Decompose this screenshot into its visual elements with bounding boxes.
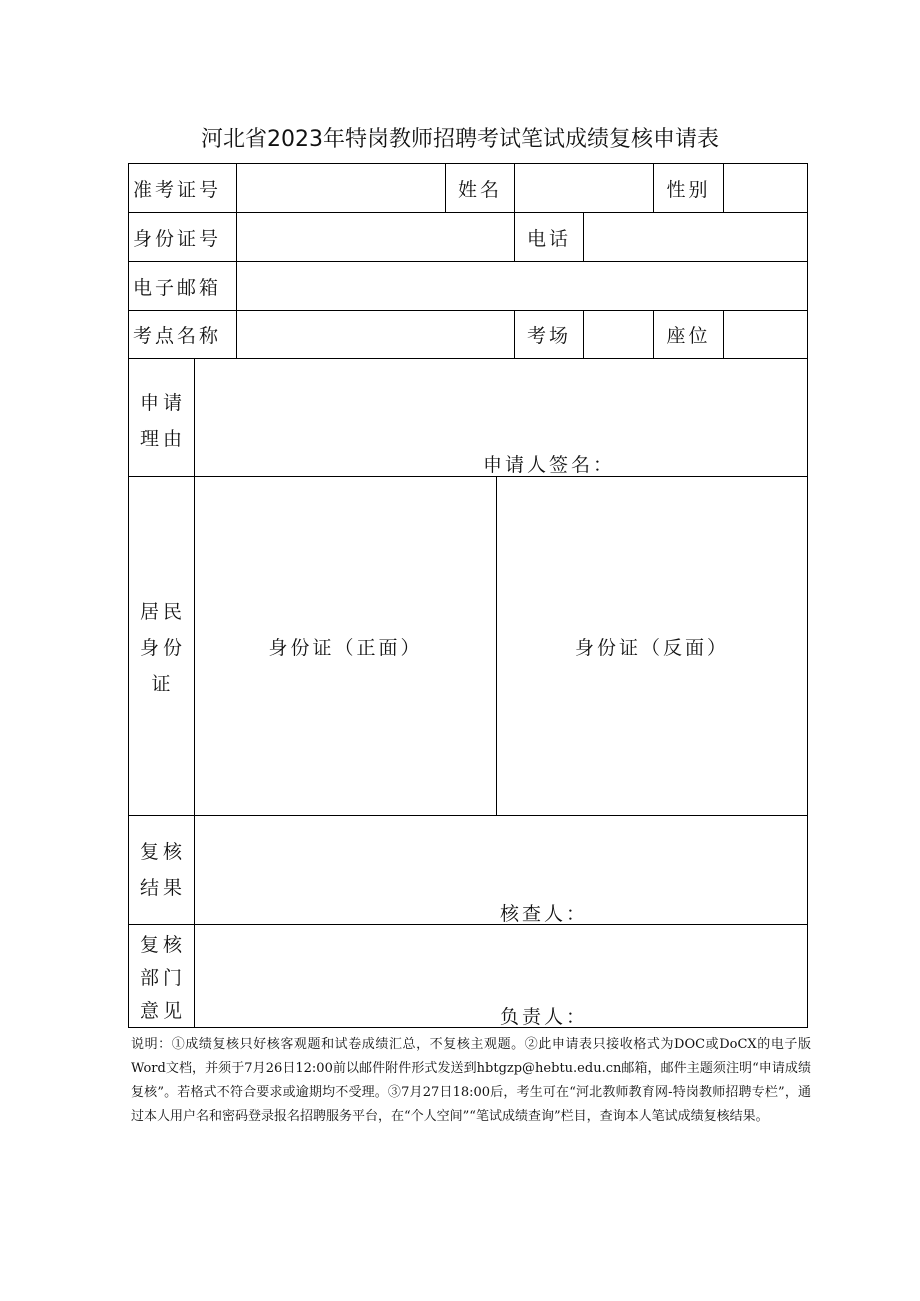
admission-no-label: 准考证号 bbox=[133, 178, 222, 201]
seat-label: 座位 bbox=[666, 325, 711, 347]
admission-no-field[interactable] bbox=[237, 164, 444, 212]
phone-field[interactable] bbox=[584, 213, 807, 261]
exam-site-label: 考点名称 bbox=[133, 325, 222, 347]
dept-opinion-label: 复核部门意见 bbox=[139, 934, 186, 1022]
id-card-label: 居民身份证 bbox=[139, 601, 186, 695]
reason-label: 申请理由 bbox=[139, 392, 186, 450]
responsible-label: 负责人： bbox=[500, 1006, 589, 1028]
name-field[interactable] bbox=[515, 164, 652, 212]
footnote: 说明：①成绩复核只好核客观题和试卷成绩汇总，不复核主观题。②此申请表只接收格式为DOC或DoCX的电子版Word文档，并须于7月26日12:00前以邮件附件形式发送到hbtgzp@hebtu.edu.cn邮箱，邮件主题须注明“申请成绩复核”。若格式不符合要求或逾期均不受理。③7月27日18:00后，考生可在“河北教师教育网-特岗教师招聘专栏”，通过本人用户名和密码登录报名招聘服务平台，在“个人空间”“笔试成绩查询”栏目，查询本人笔试成绩复核结果。 bbox=[131, 1037, 811, 1124]
id-front-label: 身份证（正面） bbox=[268, 636, 423, 659]
checker-label: 核查人： bbox=[500, 903, 589, 925]
gender-field[interactable] bbox=[724, 164, 807, 212]
exam-site-field[interactable] bbox=[237, 311, 513, 358]
phone-label: 电话 bbox=[526, 227, 571, 250]
exam-room-label: 考场 bbox=[526, 325, 571, 347]
email-label: 电子邮箱 bbox=[133, 276, 222, 299]
name-label: 姓名 bbox=[457, 178, 502, 201]
exam-room-field[interactable] bbox=[584, 311, 653, 358]
page-title: 河北省2023年特岗教师招聘考试笔试成绩复核申请表 bbox=[201, 127, 719, 152]
seat-field[interactable] bbox=[724, 311, 807, 358]
applicant-signature-label: 申请人签名： bbox=[483, 454, 616, 476]
email-field[interactable] bbox=[237, 262, 807, 310]
id-back-area[interactable] bbox=[497, 477, 807, 815]
id-front-area[interactable] bbox=[195, 477, 496, 815]
id-no-field[interactable] bbox=[237, 213, 513, 261]
id-no-label: 身份证号 bbox=[133, 227, 222, 250]
id-back-label: 身份证（反面） bbox=[574, 636, 729, 659]
review-result-label: 复核结果 bbox=[139, 841, 186, 899]
gender-label: 性别 bbox=[666, 178, 711, 201]
